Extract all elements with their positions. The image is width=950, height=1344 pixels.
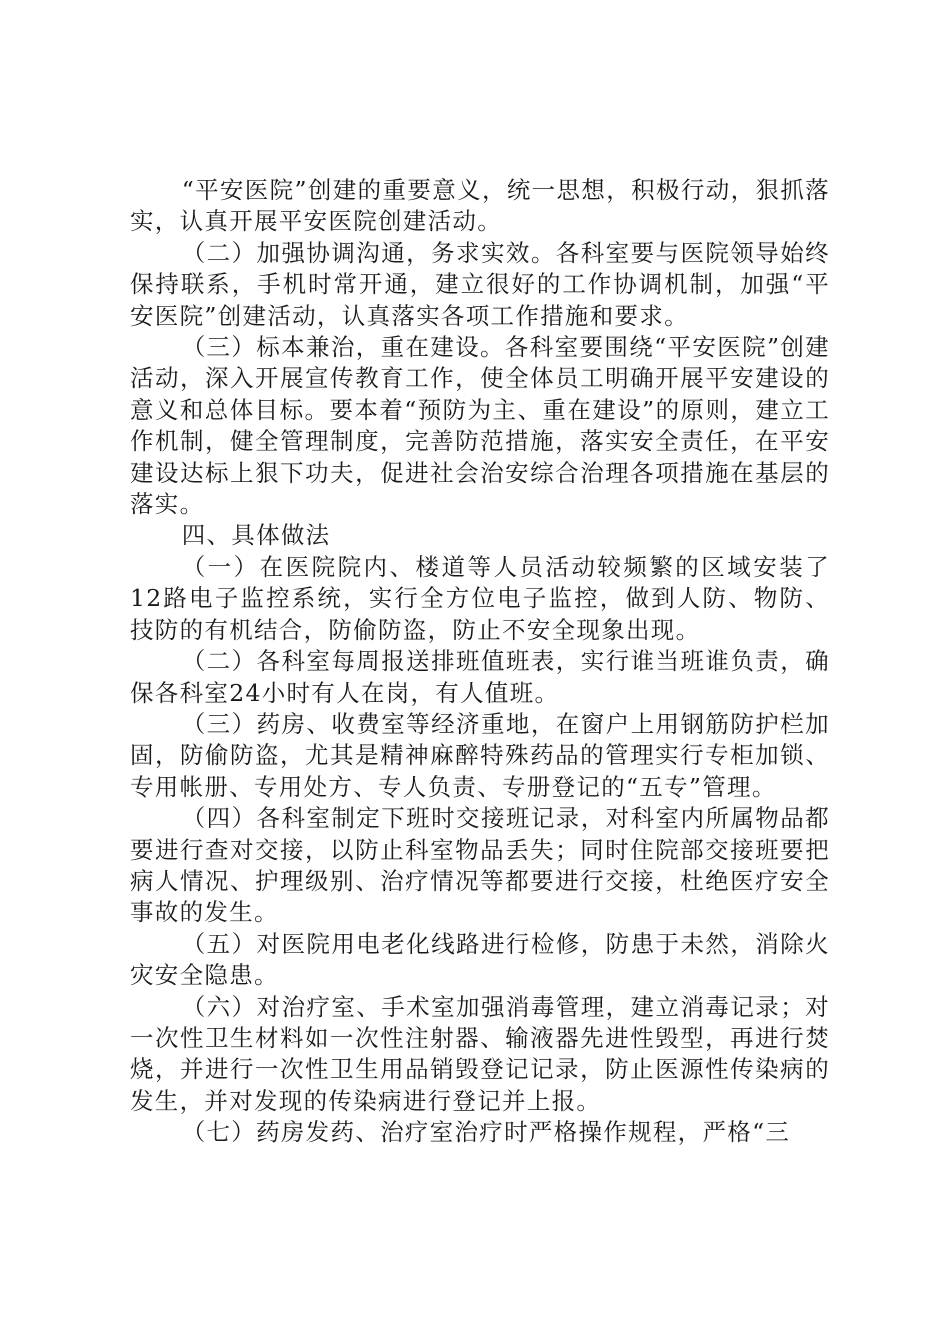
paragraph-duty-roster: （二）各科室每周报送排班值班表，实行谁当班谁负责，确保各科室24小时有人在岗，有人值班。 [130,647,830,707]
paragraph-monitoring: （一）在医院院内、楼道等人员活动较频繁的区域安装了12路电子监控系统，实行全方位电子监控，做到人防、物防、技防的有机结合，防偷防盗，防止不安全现象出现。 [130,552,830,644]
paragraph-pharmacy-security: （三）药房、收费室等经济重地，在窗户上用钢筋防护栏加固，防偷防盗，尤其是精神麻醉特殊药品的管理实行专柜加锁、专用帐册、专用处方、专人负责、专册登记的“五专”管理。 [130,709,830,801]
paragraph-coordination: （二）加强协调沟通，务求实效。各科室要与医院领导始终保持联系，手机时常开通，建立很好的工作协调机制，加强“平安医院”创建活动，认真落实各项工作措施和要求。 [130,238,830,330]
paragraph-construction: （三）标本兼治，重在建设。各科室要围绕“平安医院”创建活动，深入开展宣传教育工作，使全体员工明确开展平安建设的意义和总体目标。要本着“预防为主、重在建设”的原则，建立工作机制，健全管理制度，完善防范措施，落实安全责任，在平安建设达标上狠下功夫，促进社会治安综合治理各项措施在基层的落实。 [130,333,830,519]
paragraph-significance: “平安医院”创建的重要意义，统一思想，积极行动，狠抓落实，认真开展平安医院创建活动。 [130,176,830,236]
paragraph-disinfection: （六）对治疗室、手术室加强消毒管理，建立消毒记录；对一次性卫生材料如一次性注射器、输液器先进性毁型，再进行焚烧，并进行一次性卫生用品销毁登记记录，防止医源性传染病的发生，并对发现的传染病进行登记并上报。 [130,992,830,1115]
paragraph-electrical: （五）对医院用电老化线路进行检修，防患于未然，消除火灾安全隐患。 [130,929,830,990]
document-body [130,175,830,1149]
section-heading-measures: 四、具体做法 [181,521,331,550]
paragraph-shift-handover: （四）各科室制定下班时交接班记录，对科室内所属物品都要进行查对交接，以防止科室物品丢失；同时住院部交接班要把病人情况、护理级别、治疗情况等都要进行交接，杜绝医疗安全事故的发生。 [130,804,830,927]
paragraph-operating-rules: （七）药房发药、治疗室治疗时严格操作规程，严格“三 [181,1118,791,1147]
